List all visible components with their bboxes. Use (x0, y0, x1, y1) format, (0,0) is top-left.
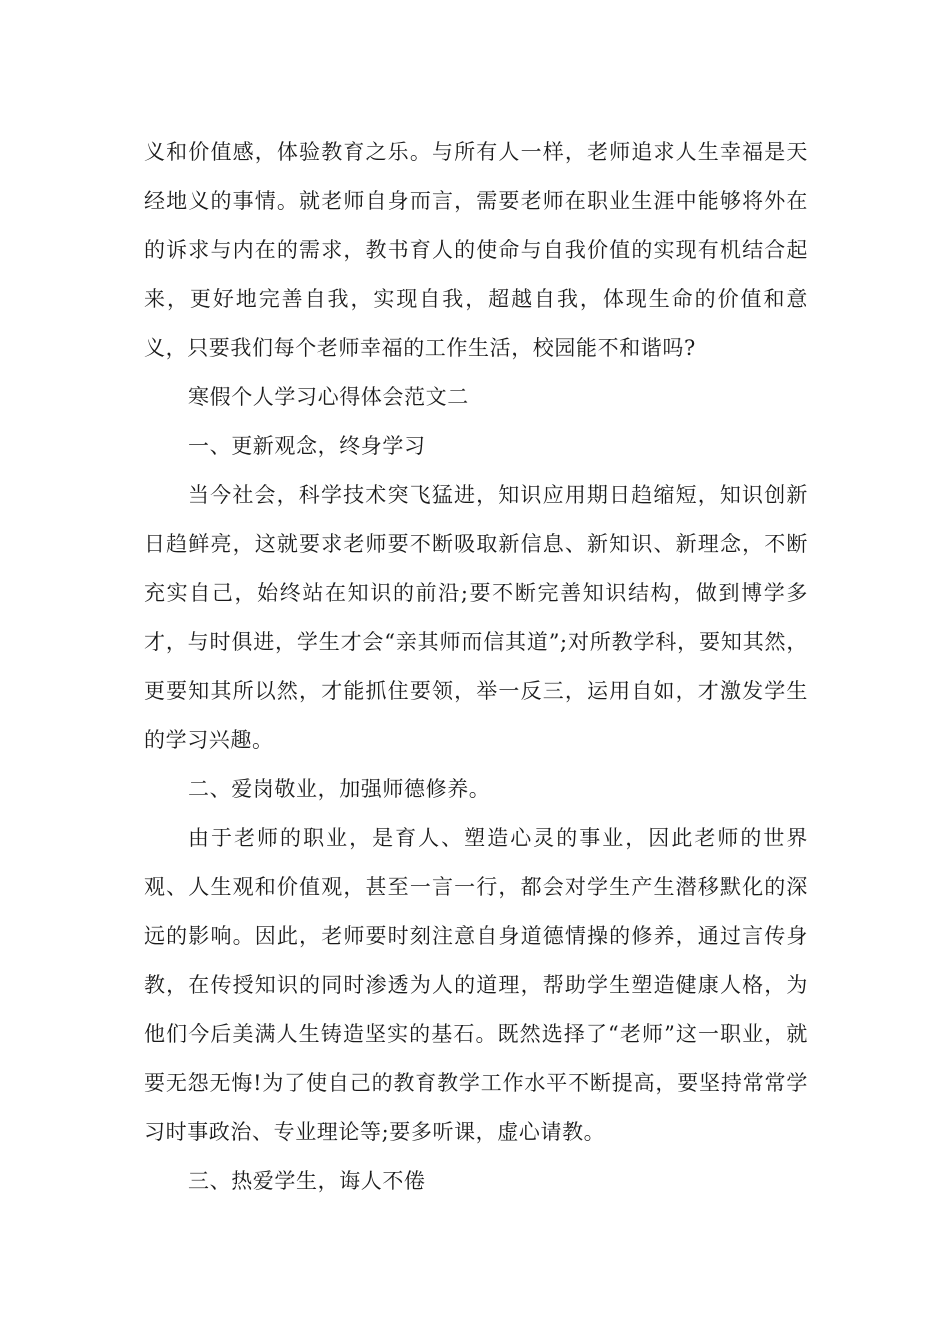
document-body (144, 128, 808, 1206)
section-title: 寒假个人学习心得体会范文二 (188, 385, 469, 409)
subheading-3: 三、热爱学生，诲人不倦 (188, 1169, 426, 1193)
subheading-2: 二、爱岗敬业，加强师德修养。 (188, 777, 491, 801)
paragraph-continued: 义和价值感，体验教育之乐。与所有人一样，老师追求人生幸福是天经地义的事情。就老师自身而言，需要老师在职业生涯中能够将外在的诉求与内在的需求，教书育人的使命与自我价值的实现有机结合起来，更好地完善自我，实现自我，超越自我，体现生命的价值和意义，只要我们每个老师幸福的工作生活，校园能不和谐吗? (144, 140, 808, 360)
paragraph-1: 当今社会，科学技术突飞猛进，知识应用期日趋缩短，知识创新日趋鲜亮，这就要求老师要不断吸取新信息、新知识、新理念，不断充实自己，始终站在知识的前沿;要不断完善知识结构，做到博学多才，与时俱进，学生才会“亲其师而信其道”;对所教学科，要知其然，更要知其所以然，才能抓住要领，举一反三，运用自如，才激发学生的学习兴趣。 (144, 483, 808, 752)
subheading-1: 一、更新观念，终身学习 (188, 434, 426, 458)
paragraph-2: 由于老师的职业，是育人、塑造心灵的事业，因此老师的世界观、人生观和价值观，甚至一言一行，都会对学生产生潜移默化的深远的影响。因此，老师要时刻注意自身道德情操的修养，通过言传身教，在传授知识的同时渗透为人的道理，帮助学生塑造健康人格，为他们今后美满人生铸造坚实的基石。既然选择了“老师”这一职业，就要无怨无悔!为了使自己的教育教学工作水平不断提高，要坚持常常学习时事政治、专业理论等;要多听课，虚心请教。 (144, 826, 808, 1144)
